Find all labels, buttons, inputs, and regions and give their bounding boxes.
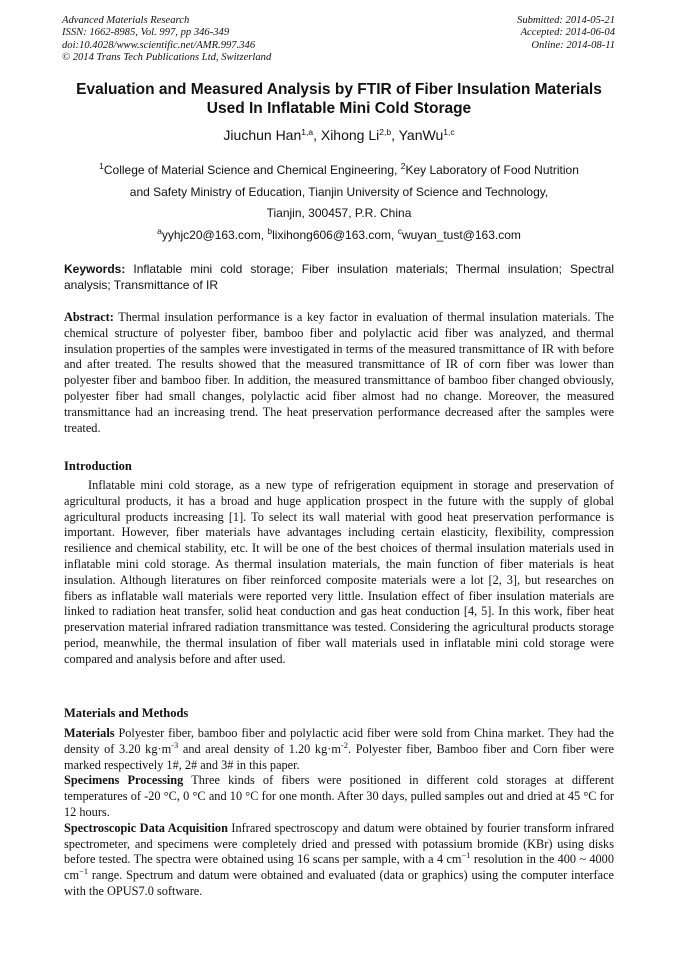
spectroscopy-paragraph bbox=[64, 821, 614, 900]
affiliation-line-3: Tianjin, 300457, P.R. China bbox=[266, 206, 412, 220]
specimens-paragraph bbox=[64, 773, 614, 820]
email-line bbox=[40, 228, 638, 242]
doi: doi:10.4028/www.scientific.net/AMR.997.346 bbox=[62, 39, 256, 51]
title-line-1: Evaluation and Measured Analysis by FTIR of Fiber Insulation Materials bbox=[76, 81, 602, 98]
author-affiliation-mark: 2,b bbox=[379, 127, 392, 137]
author-name: YanWu bbox=[398, 127, 444, 143]
affiliation-text: Key Laboratory of Food Nutrition bbox=[405, 163, 579, 177]
introduction-heading: Introduction bbox=[64, 459, 132, 473]
author-name: Xihong Li bbox=[320, 127, 380, 143]
materials-text: Polyester fiber, bamboo fiber and polylactic acid fiber were sold from China market. They had the density of 3.20 kg·m bbox=[64, 726, 614, 756]
author-affiliation-mark: 1,c bbox=[443, 127, 455, 137]
author-separator: , bbox=[313, 127, 321, 143]
accepted-date: Accepted: 2014-06-04 bbox=[520, 27, 615, 39]
title-line-2: Used In Inflatable Mini Cold Storage bbox=[206, 100, 472, 117]
author-list bbox=[40, 126, 638, 144]
keywords bbox=[64, 262, 614, 293]
keywords-label: Keywords: bbox=[64, 262, 126, 276]
introduction-body bbox=[64, 478, 614, 668]
affiliation-mark: 2 bbox=[400, 161, 406, 171]
materials-label: Materials bbox=[64, 726, 115, 740]
submitted-date: Submitted: 2014-05-21 bbox=[517, 15, 615, 26]
issn: ISSN: 1662-8985, Vol. 997, pp 346-349 bbox=[62, 27, 230, 39]
specimens-label: Specimens Processing bbox=[64, 773, 184, 788]
affiliation-text: College of Material Science and Chemical Engineering, bbox=[103, 163, 401, 177]
email-address: lixihong606@163.com, bbox=[272, 228, 398, 242]
abstract-label: Abstract: bbox=[64, 310, 114, 324]
abstract bbox=[64, 310, 614, 436]
methods-heading: Materials and Methods bbox=[64, 706, 189, 720]
journal-name: Advanced Materials Research bbox=[62, 15, 190, 26]
affiliation-mark: 1 bbox=[99, 161, 104, 171]
materials-paragraph bbox=[64, 726, 614, 773]
abstract-text: Thermal insulation performance is a key factor in evaluation of thermal insulation materials. The chemical structure of polyester fiber, bamboo fiber and polylactic acid fiber was analyzed, and thermal insulation properties of the samples were investigated in terms of the measured transmittance of IR with before and after treated. The results showed that the measured transmittance of IR of corn fiber was lower than polyester fiber and bamboo fiber. In addition, the measured transmittance of bamboo fiber changed obviously, polyester fiber had small changes, polylactic acid fiber almost had no change. Moreover, the measured transmittance had an increasing trend. The heat preservation performance decreased after the samples were treated. bbox=[64, 310, 614, 435]
spectroscopy-text: range. Spectrum and datum were obtained and evaluated (data or graphics) using the computer interface with the OPUS7.0 software. bbox=[64, 868, 614, 898]
unit-exponent: −1 bbox=[79, 866, 89, 877]
introduction-paragraph: Inflatable mini cold storage, as a new type of refrigeration equipment in storage and preservation of agricultural products, it has a broad and huge application prospect in the future with the supply of global agricultural products increasing [1]. To select its wall material with good heat preservation performance is important. However, fiber materials have advantages including certain elasticity, flexibility, compression resilience and chemical stability, etc. It will be one of the best choices of thermal insulation materials used in inflatable mini cold storage. As thermal insulation materials, the main function of fiber materials is heat insulation. Although literatures on fiber reinforced composite materials were a lot [2, 3], but researches on fibers as inflatable wall materials were reported very little. Insulation effect of fiber insulation materials are linked to radiation heat transfer, solid heat conduction and gas heat conduction [4, 5]. In this work, fiber heat preservation material infrared radiation transmittance was tested. Considering the agricultural products storage period, meanwhile, the thermal insulation of fiber wall materials used in inflatable mini cold storage were compared and analysis before and after used. bbox=[64, 478, 614, 666]
email-mark: c bbox=[397, 226, 402, 236]
spectroscopy-text: resolution in the 400 ~ 4000 cm bbox=[64, 852, 614, 883]
spectroscopy-text: Infrared spectroscopy and datum were obtained by fourier transform infrared spectrometer, and specimens were completely dried and pressed with potassium bromide (KBr) using disks before tested. The spectra were obtained using 16 scans per sample, with a 4 cm bbox=[64, 820, 614, 867]
keywords-text: Inflatable mini cold storage; Fiber insulation materials; Thermal insulation; Spectral analysis; Transmittance of IR bbox=[64, 262, 614, 292]
journal-info bbox=[62, 15, 362, 65]
author-affiliation-mark: 1,a bbox=[301, 127, 314, 137]
affiliation-line-1 bbox=[40, 163, 638, 177]
spectroscopy-label: Spectroscopic Data Acquisition bbox=[64, 820, 228, 835]
author-separator: , bbox=[391, 127, 399, 143]
materials-text: and areal density of 1.20 kg·m bbox=[178, 741, 341, 756]
email-address: yyhjc20@163.com, bbox=[161, 228, 268, 242]
unit-exponent: −1 bbox=[461, 850, 471, 861]
online-date: Online: 2014-08-11 bbox=[531, 39, 615, 51]
publication-dates bbox=[365, 15, 615, 52]
email-address: wuyan_tust@163.com bbox=[401, 228, 521, 242]
email-mark: b bbox=[267, 226, 273, 236]
affiliation-line-2: and Safety Ministry of Education, Tianjin University of Science and Technology, bbox=[129, 185, 549, 199]
materials-text: . Polyester fiber, Bamboo fiber and Corn fiber were marked respectively 1#, 2# and 3# in this paper. bbox=[64, 741, 615, 772]
email-mark: a bbox=[157, 226, 162, 236]
methods-body bbox=[64, 726, 614, 900]
unit-exponent: -3 bbox=[171, 739, 179, 750]
paper-title bbox=[40, 80, 638, 118]
author-name: Jiuchun Han bbox=[223, 127, 302, 143]
copyright: © 2014 Trans Tech Publications Ltd, Switzerland bbox=[62, 52, 272, 64]
unit-exponent: -2 bbox=[340, 739, 348, 750]
specimens-text: Three kinds of fibers were positioned in different cold storages at different temperatures of -20 °C, 0 °C and 10 °C for one month. After 30 days, pulled samples out and dried at 45 °C for 12 hours. bbox=[64, 773, 615, 819]
